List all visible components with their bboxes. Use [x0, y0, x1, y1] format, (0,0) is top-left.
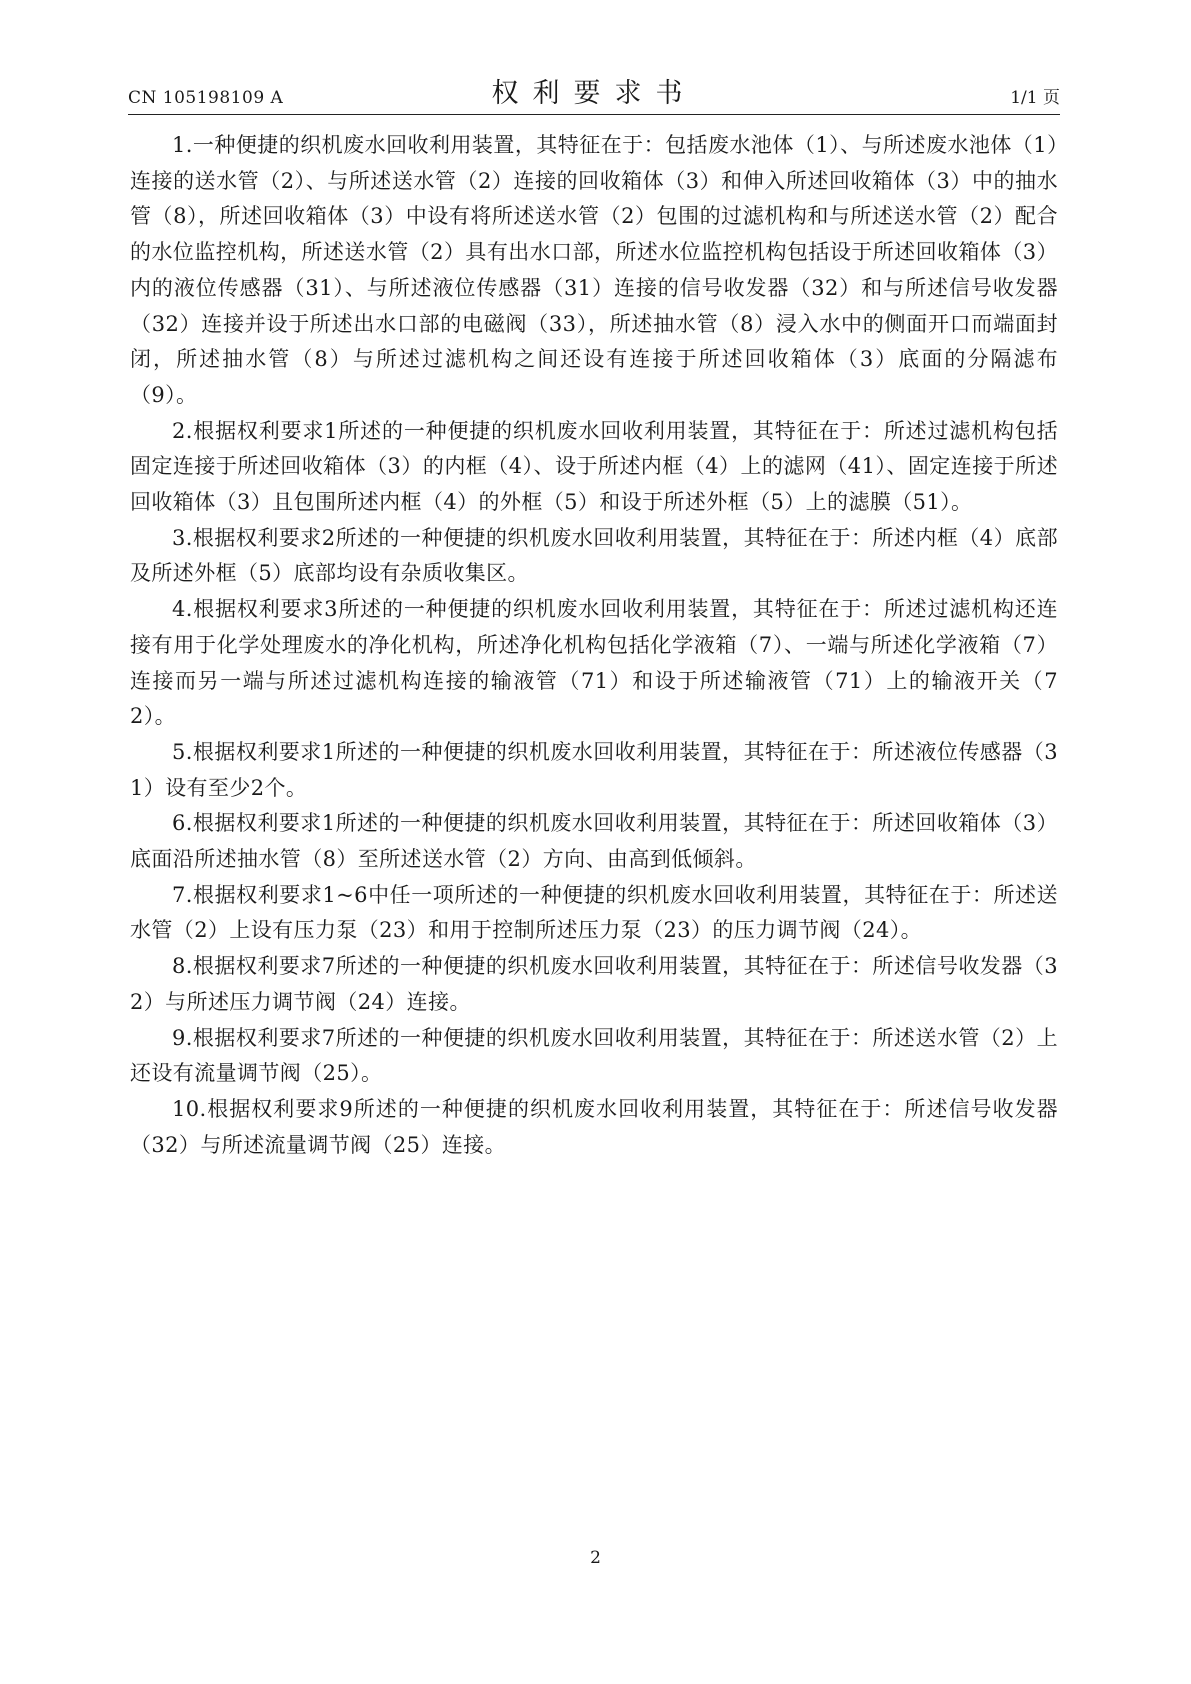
- claim-8: 8.根据权利要求7所述的一种便捷的织机废水回收利用装置，其特征在于：所述信号收发器（32）与所述压力调节阀（24）连接。: [130, 954, 1058, 1014]
- page-count: 1/1 页: [1010, 88, 1060, 108]
- claim-6: 6.根据权利要求1所述的一种便捷的织机废水回收利用装置，其特征在于：所述回收箱体（3）底面沿所述抽水管（8）至所述送水管（2）方向、由高到低倾斜。: [130, 811, 1058, 872]
- page-number: 2: [590, 1548, 601, 1568]
- claim-10: 10.根据权利要求9所述的一种便捷的织机废水回收利用装置，其特征在于：所述信号收发器（32）与所述流量调节阀（25）连接。: [130, 1096, 1058, 1157]
- claim-9: 9.根据权利要求7所述的一种便捷的织机废水回收利用装置，其特征在于：所述送水管（2）上还设有流量调节阀（25）。: [130, 1025, 1058, 1086]
- claim-5: 5.根据权利要求1所述的一种便捷的织机废水回收利用装置，其特征在于：所述液位传感器（31）设有至少2个。: [130, 739, 1058, 800]
- page-header: [128, 72, 1060, 115]
- claim-1: 1.一种便捷的织机废水回收利用装置，其特征在于：包括废水池体（1）、与所述废水池体（1）连接的送水管（2）、与所述送水管（2）连接的回收箱体（3）和伸入所述回收箱体（3）中的抽水管（8），所述回收箱体（3）中设有将所述送水管（2）包围的过滤机构和与所述送水管（2）配合的水位监控机构，所述送水管（2）具有出水口部，所述水位监控机构包括设于所述回收箱体（3）内的液位传感器（31）、与所述液位传感器（31）连接的信号收发器（32）和与所述信号收发器（32）连接并设于所述出水口部的电磁阀（33），所述抽水管（8）浸入水中的侧面开口而端面封闭，所述抽水管（8）与所述过滤机构之间还设有连接于所述回收箱体（3）底面的分隔滤布（9）。: [130, 133, 1058, 407]
- claim-7: 7.根据权利要求1~6中任一项所述的一种便捷的织机废水回收利用装置，其特征在于：所述送水管（2）上设有压力泵（23）和用于控制所述压力泵（23）的压力调节阀（24）。: [130, 882, 1058, 943]
- claim-4: 4.根据权利要求3所述的一种便捷的织机废水回收利用装置，其特征在于：所述过滤机构还连接有用于化学处理废水的净化机构，所述净化机构包括化学液箱（7）、一端与所述化学液箱（7）连接而另一端与所述过滤机构连接的输液管（71）和设于所述输液管（71）上的输液开关（72）。: [130, 597, 1058, 729]
- page-title: 权利要求书: [491, 78, 697, 109]
- claim-2: 2.根据权利要求1所述的一种便捷的织机废水回收利用装置，其特征在于：所述过滤机构包括固定连接于所述回收箱体（3）的内框（4）、设于所述内框（4）上的滤网（41）、固定连接于所述回收箱体（3）且包围所述内框（4）的外框（5）和设于所述外框（5）上的滤膜（51）。: [130, 418, 1058, 515]
- claims-section: [130, 128, 1058, 1163]
- document-number: CN 105198109 A: [128, 88, 284, 108]
- claim-3: 3.根据权利要求2所述的一种便捷的织机废水回收利用装置，其特征在于：所述内框（4）底部及所述外框（5）底部均设有杂质收集区。: [130, 525, 1058, 586]
